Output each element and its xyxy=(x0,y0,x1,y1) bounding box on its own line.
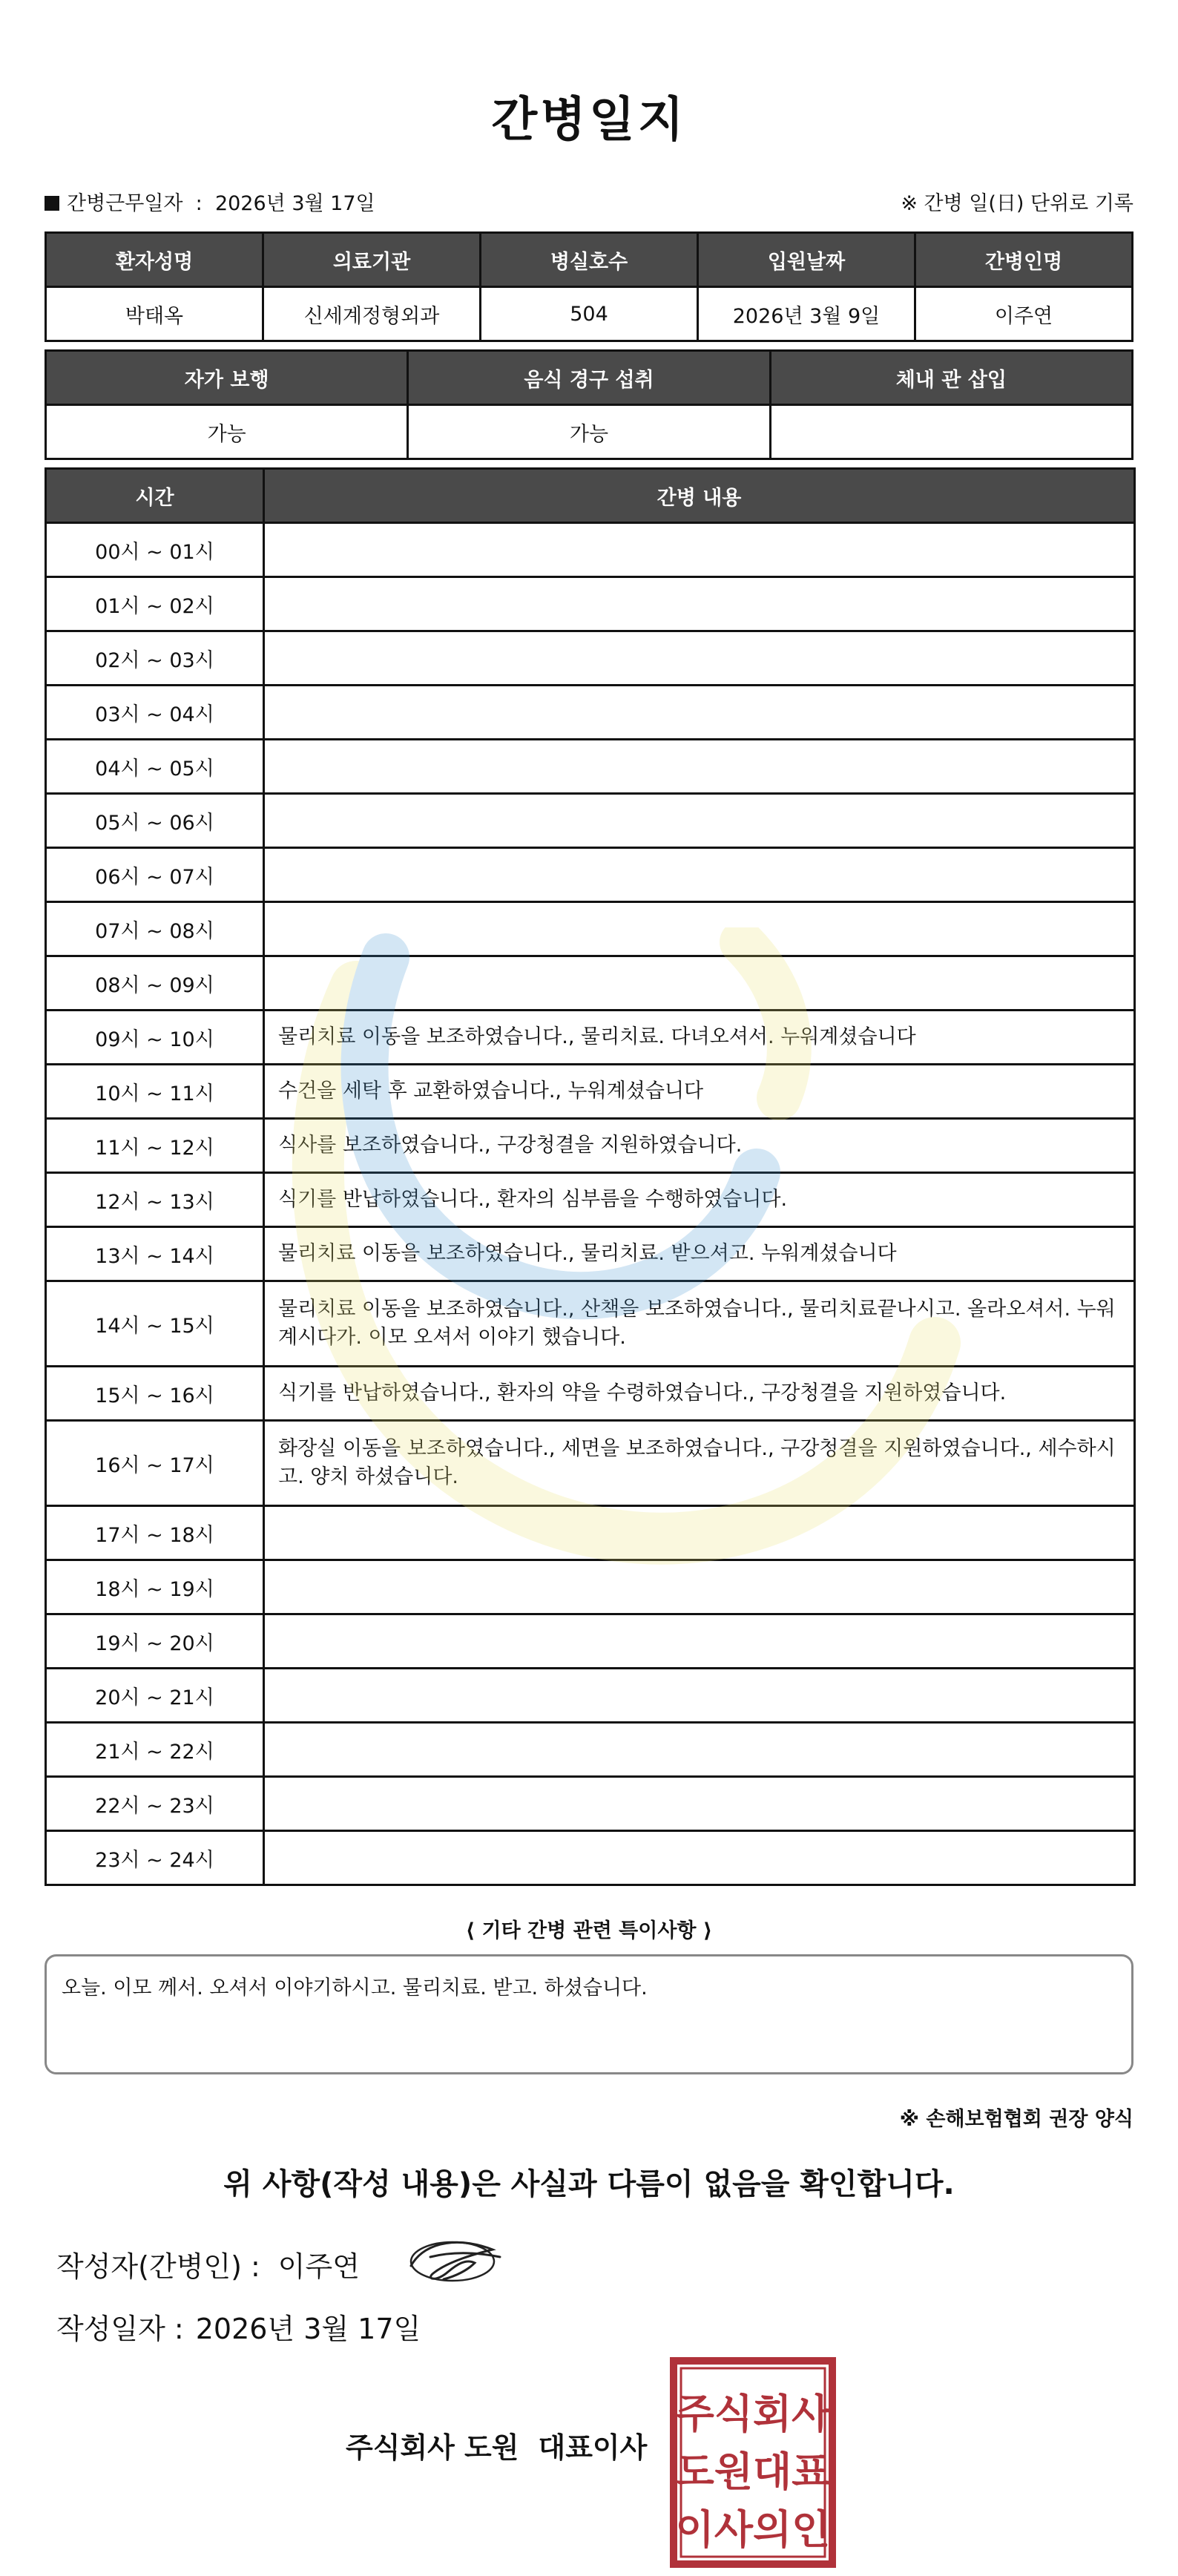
log-content xyxy=(264,1777,1135,1831)
patient-status-table xyxy=(45,349,1133,460)
log-time: 14시 ~ 15시 xyxy=(46,1281,264,1367)
log-time: 04시 ~ 05시 xyxy=(46,740,264,794)
log-content xyxy=(264,1506,1135,1560)
room-number: 504 xyxy=(481,287,698,341)
patient-info-header-row xyxy=(46,233,1133,287)
content-header: 간병 내용 xyxy=(264,469,1135,523)
record-note: ※ 간병 일(日) 단위로 기록 xyxy=(901,192,1133,215)
log-time: 20시 ~ 21시 xyxy=(46,1669,264,1723)
log-time: 08시 ~ 09시 xyxy=(46,956,264,1011)
log-time: 22시 ~ 23시 xyxy=(46,1777,264,1831)
log-content: 수건을 세탁 후 교환하였습니다., 누워계셨습니다 xyxy=(264,1065,1135,1119)
log-row xyxy=(46,523,1135,577)
log-content: 물리치료 이동을 보조하였습니다., 물리치료. 받으셔고. 누워계셨습니다 xyxy=(264,1227,1135,1281)
log-time: 11시 ~ 12시 xyxy=(46,1119,264,1173)
log-row xyxy=(46,1119,1135,1173)
log-time: 15시 ~ 16시 xyxy=(46,1367,264,1421)
seal-text-line: 이사의인 xyxy=(675,2506,831,2553)
log-time: 05시 ~ 06시 xyxy=(46,794,264,848)
self-walking-value: 가능 xyxy=(46,405,408,459)
company-representative: 대표이사 xyxy=(538,2431,648,2464)
log-row xyxy=(46,1173,1135,1227)
writer-line xyxy=(56,2244,360,2284)
patient-name: 박태옥 xyxy=(46,287,263,341)
work-date-label: 간병근무일자 xyxy=(67,192,183,215)
log-time: 01시 ~ 02시 xyxy=(46,577,264,631)
notes-title: ⟨ 기타 간병 관련 특이사항 ⟩ xyxy=(465,1919,713,1942)
log-content xyxy=(264,1669,1135,1723)
company-seal-icon xyxy=(669,2356,837,2569)
log-content: 식기를 반납하였습니다., 환자의 심부름을 수행하였습니다. xyxy=(264,1173,1135,1227)
association-note: ※ 손해보험협회 권장 양식 xyxy=(899,2108,1133,2131)
log-row xyxy=(46,1777,1135,1831)
log-row xyxy=(46,577,1135,631)
log-row xyxy=(46,686,1135,740)
log-row xyxy=(46,1506,1135,1560)
hospital-name: 신세계정형외과 xyxy=(263,287,481,341)
header-tube-insertion: 체내 관 삽입 xyxy=(770,351,1132,405)
writer-name: 이주연 xyxy=(277,2250,360,2283)
log-row xyxy=(46,1011,1135,1065)
seal-text-line: 주식회사 xyxy=(675,2391,831,2437)
company-name: 주식회사 도원 xyxy=(346,2431,519,2464)
log-row xyxy=(46,1281,1135,1367)
patient-info-table xyxy=(45,231,1133,342)
header-hospital: 의료기관 xyxy=(263,233,481,287)
log-content xyxy=(264,1831,1135,1885)
log-time: 07시 ~ 08시 xyxy=(46,902,264,956)
admission-date: 2026년 3월 9일 xyxy=(698,287,915,341)
seal-text-line: 도원대표 xyxy=(675,2448,831,2495)
log-row xyxy=(46,631,1135,686)
log-time: 21시 ~ 22시 xyxy=(46,1723,264,1777)
log-time: 12시 ~ 13시 xyxy=(46,1173,264,1227)
caregiver-name: 이주연 xyxy=(915,287,1133,341)
log-time: 13시 ~ 14시 xyxy=(46,1227,264,1281)
log-content: 식사를 보조하였습니다., 구강청결을 지원하였습니다. xyxy=(264,1119,1135,1173)
meta-row xyxy=(45,187,1133,224)
document-title: 간병일지 xyxy=(491,93,687,148)
log-row xyxy=(46,794,1135,848)
log-time: 00시 ~ 01시 xyxy=(46,523,264,577)
header-oral-intake: 음식 경구 섭취 xyxy=(408,351,770,405)
log-row xyxy=(46,848,1135,902)
confirmation-statement: 위 사항(작성 내용)은 사실과 다름이 없음을 확인합니다. xyxy=(223,2167,955,2201)
log-time: 02시 ~ 03시 xyxy=(46,631,264,686)
log-content xyxy=(264,794,1135,848)
log-content xyxy=(264,848,1135,902)
signature-icon xyxy=(404,2232,507,2291)
log-body xyxy=(46,523,1135,1885)
log-content: 물리치료 이동을 보조하였습니다., 물리치료. 다녀오셔서. 누워계셨습니다 xyxy=(264,1011,1135,1065)
write-date-value: 2026년 3월 17일 xyxy=(195,2313,421,2345)
log-row xyxy=(46,1227,1135,1281)
work-date-value: 2026년 3월 17일 xyxy=(214,192,375,215)
header-admission-date: 입원날짜 xyxy=(698,233,915,287)
notes-text: 오늘. 이모 께서. 오셔서 이야기하시고. 물리치료. 받고. 하셨습니다. xyxy=(62,1977,648,2000)
log-time: 16시 ~ 17시 xyxy=(46,1421,264,1506)
log-content xyxy=(264,1560,1135,1614)
oral-intake-value: 가능 xyxy=(408,405,770,459)
notes-box xyxy=(45,1954,1133,2074)
log-content xyxy=(264,577,1135,631)
tube-insertion-value xyxy=(770,405,1132,459)
write-date-label: 작성일자 : xyxy=(56,2313,184,2345)
status-header-row xyxy=(46,351,1133,405)
log-time: 23시 ~ 24시 xyxy=(46,1831,264,1885)
log-content xyxy=(264,956,1135,1011)
log-content xyxy=(264,1614,1135,1669)
log-row xyxy=(46,1065,1135,1119)
log-content xyxy=(264,631,1135,686)
log-time: 03시 ~ 04시 xyxy=(46,686,264,740)
patient-info-value-row xyxy=(46,287,1133,341)
log-content xyxy=(264,686,1135,740)
log-time: 19시 ~ 20시 xyxy=(46,1614,264,1669)
log-time: 18시 ~ 19시 xyxy=(46,1560,264,1614)
log-content xyxy=(264,1723,1135,1777)
log-time: 17시 ~ 18시 xyxy=(46,1506,264,1560)
status-value-row xyxy=(46,405,1133,459)
log-content: 물리치료 이동을 보조하였습니다., 산책을 보조하였습니다., 물리치료끝나시고. 올라오셔서. 누워계시다가. 이모 오셔서 이야기 했습니다. xyxy=(264,1281,1135,1367)
log-row xyxy=(46,1560,1135,1614)
log-time: 09시 ~ 10시 xyxy=(46,1011,264,1065)
work-date: 간병근무일자 : 2026년 3월 17일 xyxy=(45,187,375,216)
log-row xyxy=(46,1669,1135,1723)
writer-label: 작성자(간병인) : xyxy=(56,2250,260,2283)
company-line xyxy=(346,2425,647,2465)
log-content: 화장실 이동을 보조하였습니다., 세면을 보조하였습니다., 구강청결을 지원하였습니다., 세수하시고. 양치 하셨습니다. xyxy=(264,1421,1135,1506)
log-row xyxy=(46,1614,1135,1669)
header-patient-name: 환자성명 xyxy=(46,233,263,287)
log-row xyxy=(46,902,1135,956)
log-content xyxy=(264,740,1135,794)
time-header: 시간 xyxy=(46,469,264,523)
log-time: 06시 ~ 07시 xyxy=(46,848,264,902)
log-row xyxy=(46,1831,1135,1885)
log-row xyxy=(46,1421,1135,1506)
log-content xyxy=(264,902,1135,956)
care-log-table xyxy=(45,467,1136,1886)
square-bullet-icon xyxy=(45,196,59,211)
write-date-line xyxy=(56,2306,421,2347)
log-row xyxy=(46,956,1135,1011)
header-room-number: 병실호수 xyxy=(481,233,698,287)
log-content: 식기를 반납하였습니다., 환자의 약을 수령하였습니다., 구강청결을 지원하였습니다. xyxy=(264,1367,1135,1421)
log-row xyxy=(46,1723,1135,1777)
header-self-walking: 자가 보행 xyxy=(46,351,408,405)
header-caregiver-name: 간병인명 xyxy=(915,233,1133,287)
log-time: 10시 ~ 11시 xyxy=(46,1065,264,1119)
log-row xyxy=(46,1367,1135,1421)
log-content xyxy=(264,523,1135,577)
log-row xyxy=(46,740,1135,794)
log-header-row xyxy=(46,469,1135,523)
